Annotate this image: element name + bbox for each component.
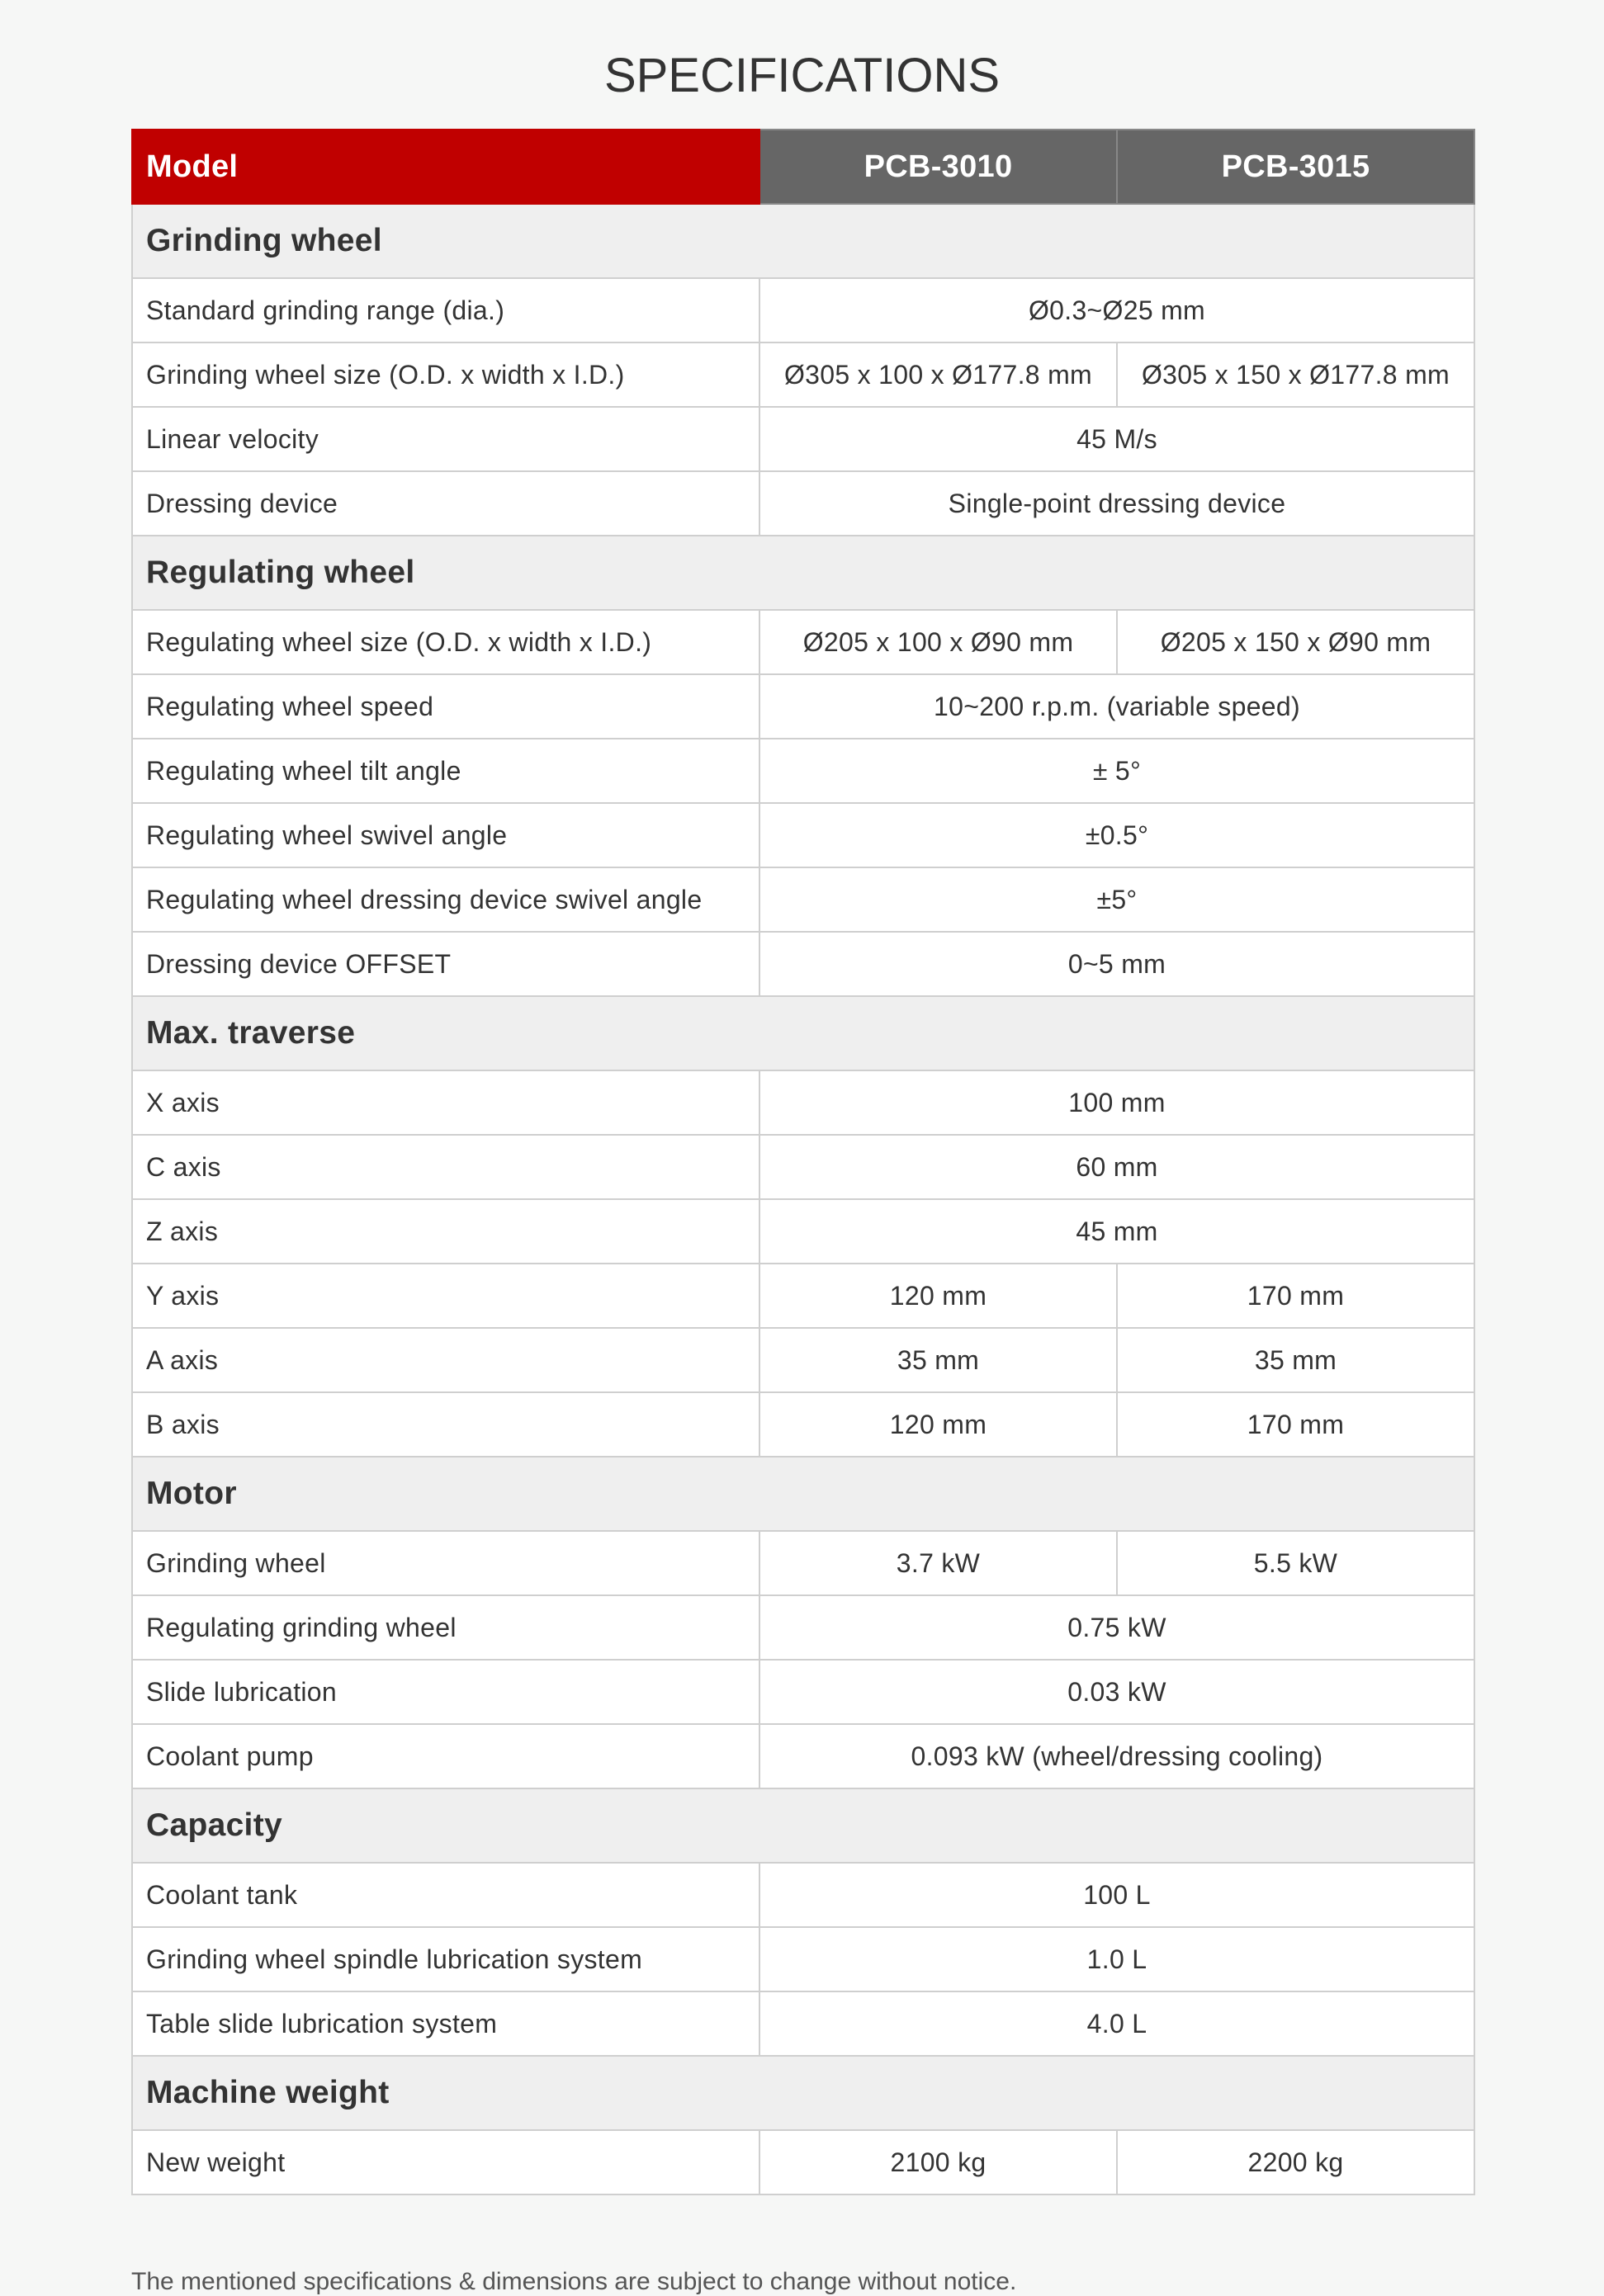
spec-value: 2100 kg — [759, 2130, 1117, 2194]
section-title: Machine weight — [132, 2056, 1474, 2130]
spec-value: Ø305 x 150 x Ø177.8 mm — [1117, 343, 1474, 407]
section-title: Motor — [132, 1457, 1474, 1531]
section-header-row — [132, 536, 1474, 610]
spec-value: 3.7 kW — [759, 1531, 1117, 1595]
spec-value: 60 mm — [759, 1135, 1474, 1199]
section-header-row — [132, 1788, 1474, 1863]
table-row — [132, 1531, 1474, 1595]
spec-value: ±5° — [759, 867, 1474, 932]
table-row — [132, 343, 1474, 407]
spec-label: Grinding wheel — [132, 1531, 759, 1595]
spec-label: Slide lubrication — [132, 1660, 759, 1724]
table-row — [132, 1595, 1474, 1660]
spec-label: Coolant pump — [132, 1724, 759, 1788]
table-row — [132, 1328, 1474, 1392]
spec-label: X axis — [132, 1070, 759, 1135]
spec-value: 1.0 L — [759, 1927, 1474, 1991]
spec-label: Grinding wheel spindle lubrication system — [132, 1927, 759, 1991]
footnote: The mentioned specifications & dimensions are subject to change without notice. — [131, 2268, 1017, 2295]
spec-value: 35 mm — [759, 1328, 1117, 1392]
spec-value: 170 mm — [1117, 1392, 1474, 1457]
table-row — [132, 1660, 1474, 1724]
spec-label: Regulating wheel swivel angle — [132, 803, 759, 867]
table-header-row — [132, 130, 1474, 204]
spec-label: B axis — [132, 1392, 759, 1457]
spec-value: ± 5° — [759, 739, 1474, 803]
table-row — [132, 1264, 1474, 1328]
section-title: Capacity — [132, 1788, 1474, 1863]
spec-table — [131, 129, 1475, 2195]
spec-value: 170 mm — [1117, 1264, 1474, 1328]
spec-label: Dressing device — [132, 471, 759, 536]
spec-label: Regulating wheel speed — [132, 674, 759, 739]
table-row — [132, 2130, 1474, 2194]
spec-label: Regulating wheel dressing device swivel angle — [132, 867, 759, 932]
spec-label: Standard grinding range (dia.) — [132, 278, 759, 343]
spec-value: 4.0 L — [759, 1991, 1474, 2056]
spec-label: Coolant tank — [132, 1863, 759, 1927]
spec-value: 100 L — [759, 1863, 1474, 1927]
spec-label: A axis — [132, 1328, 759, 1392]
section-header-row — [132, 1457, 1474, 1531]
table-row — [132, 867, 1474, 932]
spec-label: New weight — [132, 2130, 759, 2194]
spec-value: 120 mm — [759, 1392, 1117, 1457]
spec-value: Ø205 x 150 x Ø90 mm — [1117, 610, 1474, 674]
spec-label: Regulating wheel tilt angle — [132, 739, 759, 803]
spec-value: 0.75 kW — [759, 1595, 1474, 1660]
spec-label: Grinding wheel size (O.D. x width x I.D.) — [132, 343, 759, 407]
spec-value: 100 mm — [759, 1070, 1474, 1135]
section-title: Grinding wheel — [132, 204, 1474, 278]
spec-label: Z axis — [132, 1199, 759, 1264]
table-row — [132, 1392, 1474, 1457]
section-header-row — [132, 204, 1474, 278]
spec-value: 10~200 r.p.m. (variable speed) — [759, 674, 1474, 739]
table-row — [132, 1070, 1474, 1135]
spec-value: ±0.5° — [759, 803, 1474, 867]
spec-label: Linear velocity — [132, 407, 759, 471]
spec-value: Ø205 x 100 x Ø90 mm — [759, 610, 1117, 674]
table-row — [132, 1724, 1474, 1788]
spec-label: Y axis — [132, 1264, 759, 1328]
spec-value: 0.03 kW — [759, 1660, 1474, 1724]
table-row — [132, 1927, 1474, 1991]
spec-value: 5.5 kW — [1117, 1531, 1474, 1595]
section-header-row — [132, 996, 1474, 1070]
spec-label: Table slide lubrication system — [132, 1991, 759, 2056]
spec-label: Regulating wheel size (O.D. x width x I.D.) — [132, 610, 759, 674]
spec-value: 45 M/s — [759, 407, 1474, 471]
table-row — [132, 932, 1474, 996]
table-row — [132, 739, 1474, 803]
table-row — [132, 1135, 1474, 1199]
table-row — [132, 1863, 1474, 1927]
spec-label: Dressing device OFFSET — [132, 932, 759, 996]
spec-value: 0~5 mm — [759, 932, 1474, 996]
table-row — [132, 1199, 1474, 1264]
spec-value: Ø305 x 100 x Ø177.8 mm — [759, 343, 1117, 407]
spec-value: 45 mm — [759, 1199, 1474, 1264]
model-header: Model — [132, 130, 759, 204]
section-title: Regulating wheel — [132, 536, 1474, 610]
table-row — [132, 471, 1474, 536]
spec-value: 2200 kg — [1117, 2130, 1474, 2194]
model-name-pcb-3010: PCB-3010 — [759, 130, 1117, 204]
table-row — [132, 610, 1474, 674]
spec-value: 0.093 kW (wheel/dressing cooling) — [759, 1724, 1474, 1788]
spec-value: Single-point dressing device — [759, 471, 1474, 536]
section-header-row — [132, 2056, 1474, 2130]
table-row — [132, 803, 1474, 867]
spec-value: Ø0.3~Ø25 mm — [759, 278, 1474, 343]
spec-value: 35 mm — [1117, 1328, 1474, 1392]
section-title: Max. traverse — [132, 996, 1474, 1070]
table-row — [132, 278, 1474, 343]
page-title: SPECIFICATIONS — [603, 49, 1001, 102]
spec-label: C axis — [132, 1135, 759, 1199]
spec-label: Regulating grinding wheel — [132, 1595, 759, 1660]
model-name-pcb-3015: PCB-3015 — [1117, 130, 1474, 204]
table-row — [132, 1991, 1474, 2056]
spec-value: 120 mm — [759, 1264, 1117, 1328]
table-row — [132, 674, 1474, 739]
table-row — [132, 407, 1474, 471]
